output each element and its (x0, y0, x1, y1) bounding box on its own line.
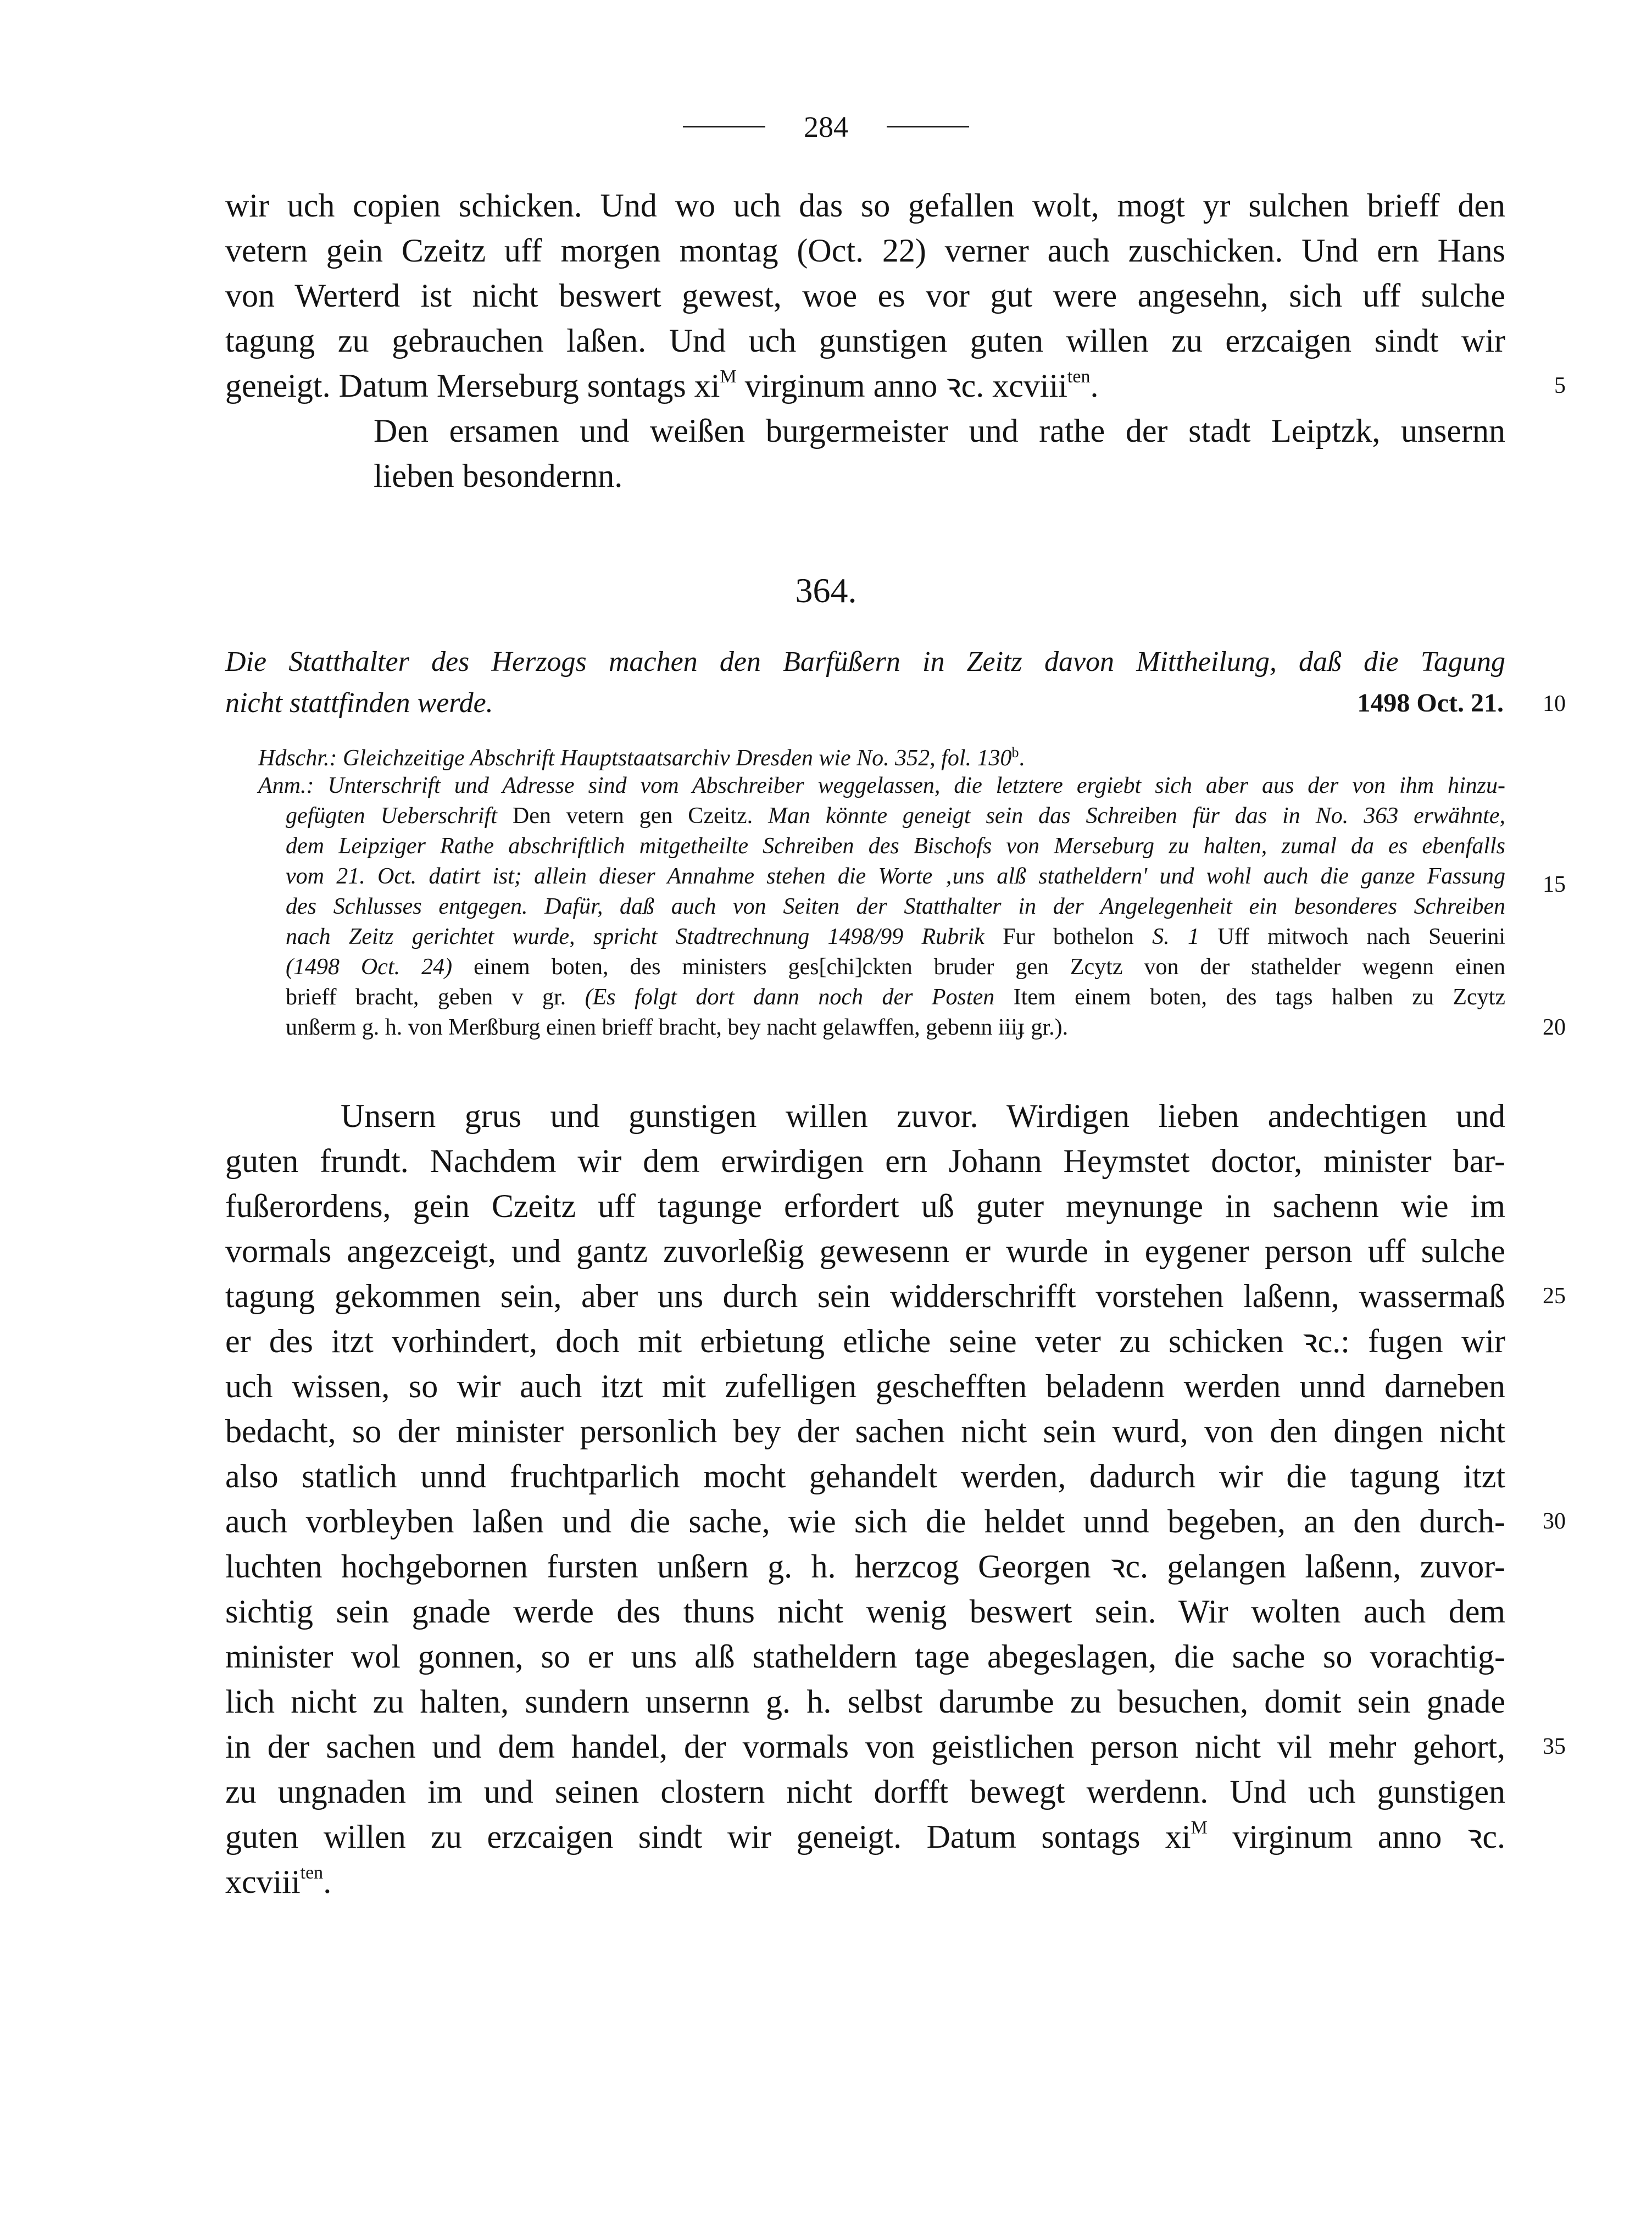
letter-line-5: tagung gekommen sein, aber uns durch sein widderschrifft vorstehen laßenn, wassermaß (225, 1278, 1505, 1314)
annotation-line-8: brieff bracht, geben v gr. (Es folgt dort dann noch der Posten Item einem boten, des tags halben zu Zcytz (286, 985, 1505, 1010)
letter-line-13: minister wol gonnen, so er uns alß statheldern tage abegeslagen, die sache so vorachtig- (225, 1638, 1505, 1675)
preceding-line-2: vetern gein Czeitz uff morgen montag (Oct. 22) verner auch zuschicken. Und ern Hans (225, 232, 1505, 269)
letter-line-10: auch vorbleyben laßen und die sache, wie sich die heldet unnd begeben, an den durch- (225, 1503, 1505, 1540)
document-number: 364. (795, 571, 857, 610)
line-number: 30 (1543, 1509, 1566, 1534)
document-date: 1498 Oct. 21. (1357, 688, 1504, 718)
address-line-2: lieben besondernn. (374, 458, 623, 494)
letter-line-3: fußerordens, gein Czeitz uff tagunge erfordert uß guter meynunge in sachenn wie im (225, 1188, 1505, 1224)
summary-line-1: Die Statthalter des Herzogs machen den Barfüßern in Zeitz davon Mittheilung, daß die Tagung (225, 646, 1505, 677)
annotation-line-4: vom 21. Oct. datirt ist; allein dieser Annahme stehen die Worte ‚uns alß statheldern' und wohl auch die ganze Fassung (286, 864, 1505, 889)
preceding-line-4: tagung zu gebrauchen laßen. Und uch gunstigen guten willen zu erzcaigen sindt wir (225, 323, 1505, 359)
letter-closing-line: guten willen zu erzcaigen sindt wir geneigt. Datum sontags $xi^M$ virginum anno ꝛc. (225, 1818, 1506, 1855)
letter-line-14: lich nicht zu halten, sundern unsernn g. h. selbst darumbe zu besuchen, domit sein gnade (225, 1683, 1505, 1720)
letter-line-8: bedacht, so der minister personlich bey der sachen nicht sein wurd, von den dingen nicht (225, 1413, 1505, 1449)
line-number: 5 (1554, 373, 1566, 398)
header-rule-right (887, 126, 969, 127)
annotation-line-7: (1498 Oct. 24) einem boten, des ministers ges[chi]ckten bruder gen Zcytz von der stathelder wegenn einen (286, 954, 1505, 980)
line-number: 25 (1543, 1283, 1566, 1309)
letter-line-2: guten frundt. Nachdem wir dem erwirdigen ern Johann Heymstet doctor, minister bar- (225, 1143, 1505, 1179)
preceding-line-1: wir uch copien schicken. Und wo uch das so gefallen wolt, mogt yr sulchen brieff den (225, 187, 1505, 224)
letter-line-6: er des itzt vorhindert, doch mit erbietung etliche seine veter zu schicken ꝛc.: fugen wir (225, 1323, 1505, 1359)
annotation-line-6: nach Zeitz gerichtet wurde, spricht Stadtrechnung 1498/99 Rubrik Fur bothelon S. 1 Uff mitwoch nach Seuerini (286, 924, 1506, 949)
letter-line-11: luchten hochgebornen fursten unßern g. h. herzcog Georgen ꝛc. gelangen laßenn, zuvor- (225, 1548, 1505, 1585)
annotation-line-2: gefügten Ueberschrift Den vetern gen Czeitz. Man könnte geneigt sein das Schreiben für das in No. 363 erwähnte, (286, 803, 1505, 829)
annotation-line-3: dem Leipziger Rathe abschriftlich mitgetheilte Schreiben des Bischofs von Merseburg zu halten, zumal da es ebenfalls (286, 833, 1505, 859)
letter-line-15: in der sachen und dem handel, der vormals von geistlichen person nicht vil mehr gehort, (225, 1729, 1505, 1765)
letter-line-7: uch wissen, so wir auch itzt mit zufelligen geschefften beladenn werden unnd darneben (225, 1368, 1505, 1404)
header-rule-left (683, 126, 765, 127)
annotation-line-5: des Schlusses entgegen. Dafür, daß auch von Seiten der Statthalter in der Angelegenheit ein besonderes Schreiben (286, 894, 1505, 919)
line-number: 15 (1543, 872, 1566, 897)
page-number: 284 (804, 110, 848, 143)
summary-line-2: nicht stattfinden werde. (225, 687, 493, 719)
letter-line-12: sichtig sein gnade werde des thuns nicht wenig beswert sein. Wir wolten auch dem (225, 1593, 1505, 1630)
preceding-date-line: geneigt. Datum Merseburg sontags $xi^M$ virginum anno ꝛc. xcviii$^{ten}$. (225, 366, 1099, 404)
page-header (0, 102, 1652, 146)
letter-final-line: xcviii$^{ten}$. (225, 1863, 332, 1900)
letter-line-9: also statlich unnd fruchtparlich mocht gehandelt werden, dadurch wir die tagung itzt (225, 1458, 1505, 1494)
source-note: Hdschr.: Gleichzeitige Abschrift Hauptstaatsarchiv Dresden wie No. 352, fol. 130$^b$. (258, 744, 1025, 771)
line-number: 10 (1543, 691, 1566, 716)
letter-line-16: zu ungnaden im und seinen clostern nicht dorfft bewegt werdenn. Und uch gunstigen (225, 1774, 1505, 1810)
line-number: 20 (1543, 1015, 1566, 1040)
letter-line-4: vormals angezceigt, und gantz zuvorleßig gewesenn er wurde in eygener person uff sulche (225, 1233, 1505, 1269)
line-number: 35 (1543, 1734, 1566, 1759)
letter-line-1: Unsern grus und gunstigen willen zuvor. Wirdigen lieben andechtigen und (341, 1098, 1505, 1134)
address-line-1: Den ersamen und weißen burgermeister und rathe der stadt Leiptzk, unsernn (374, 413, 1505, 449)
annotation-line-9: unßerm g. h. von Merßburg einen brieff bracht, bey nacht gelawffen, gebenn iiiɟ gr.). (286, 1015, 1069, 1040)
preceding-line-3: von Werterd ist nicht beswert gewest, woe es vor gut were angesehn, sich uff sulche (225, 277, 1505, 314)
annotation-line-1: Anm.: Unterschrift und Adresse sind vom Abschreiber weggelassen, die letztere ergiebt sich aber aus der von ihm hinzu- (258, 773, 1506, 798)
